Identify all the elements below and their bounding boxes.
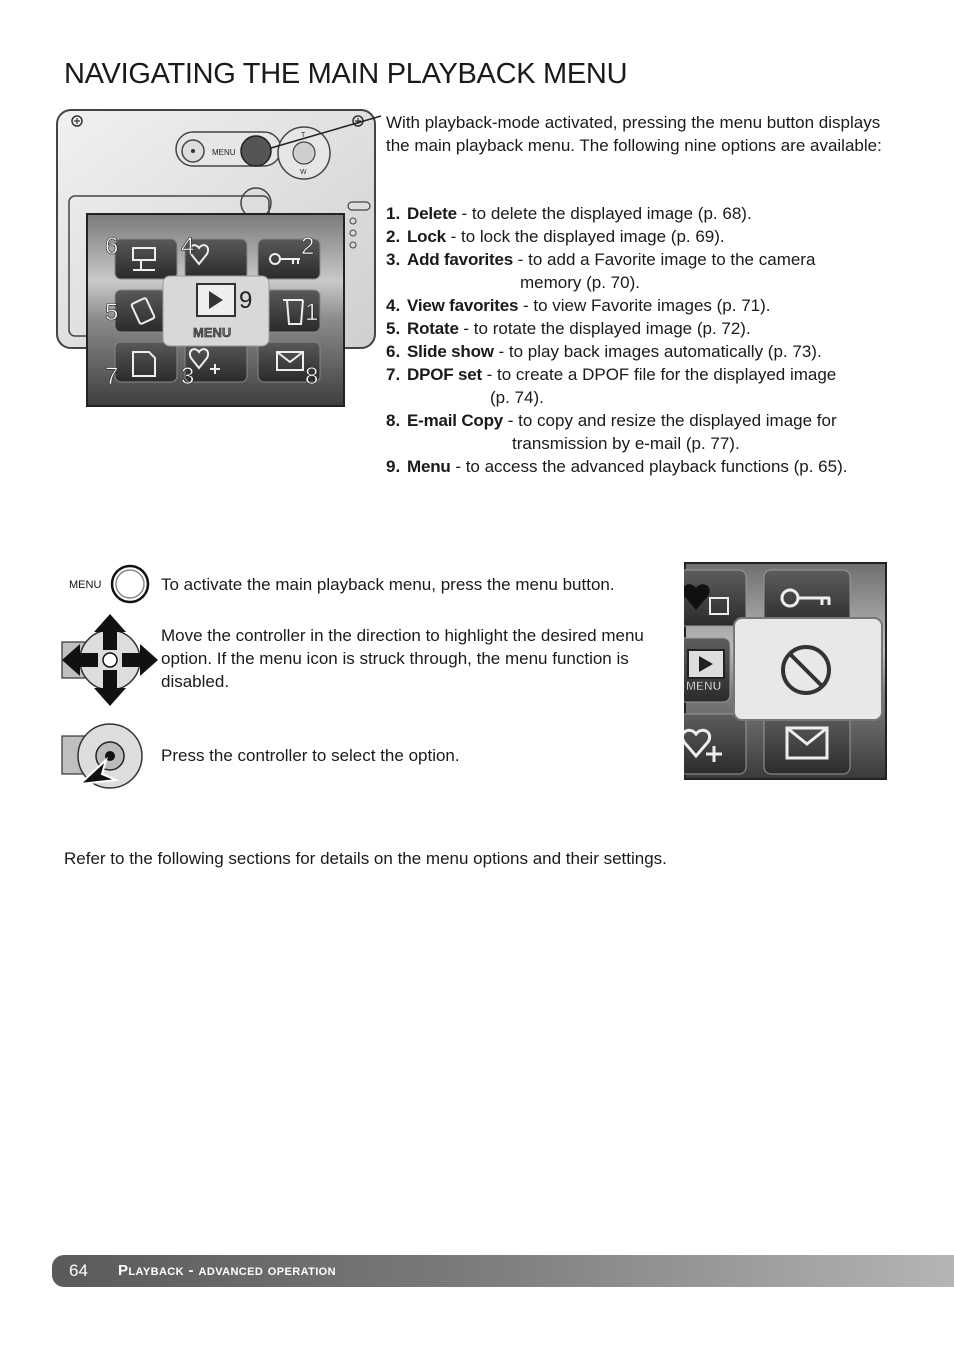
menu-button[interactable] [241, 136, 271, 166]
list-item: 7. DPOF set - to create a DPOF file for the displayed image (p. 74). [386, 365, 837, 407]
controller-press-icon [60, 722, 152, 790]
list-item: 1. Delete - to delete the displayed image (p. 68). [386, 204, 752, 223]
list-item: 2. Lock - to lock the displayed image (p. 69). [386, 227, 725, 246]
svg-text:MENU: MENU [686, 679, 722, 693]
menu-button-icon [64, 564, 154, 604]
step-select-text: Press the controller to select the option. [161, 746, 460, 765]
section-title: Playback - advanced operation [118, 1262, 336, 1279]
page-footer [52, 1255, 954, 1287]
page-title: NAVIGATING THE MAIN PLAYBACK MENU [64, 58, 628, 90]
svg-text:3: 3 [181, 363, 195, 390]
page-number: 64 [69, 1261, 88, 1280]
svg-text:4: 4 [181, 233, 195, 260]
svg-text:MENU: MENU [69, 579, 102, 591]
list-item: 8. E-mail Copy - to copy and resize the displayed image for transmission by e-mail (p. 77). [386, 411, 837, 453]
camera-back-illustration [55, 108, 385, 410]
svg-text:8: 8 [305, 363, 319, 390]
options-list [386, 202, 906, 478]
list-item: 6. Slide show - to play back images automatically (p. 73). [386, 342, 822, 361]
step-move-text: Move the controller in the direction to highlight the desired menu option. If the menu icon is struck through, the menu function is disabled. [161, 626, 644, 691]
menu-label: MENU [212, 148, 236, 157]
svg-text:T: T [301, 132, 306, 139]
menu-tile-grid [115, 239, 320, 382]
svg-text:6: 6 [105, 233, 119, 260]
step-activate-text: To activate the main playback menu, press the menu button. [161, 575, 615, 594]
intro-text: With playback-mode activated, pressing the menu button displays the main playback menu. The following nine options are available: [386, 113, 882, 155]
svg-text:2: 2 [301, 233, 315, 260]
svg-text:1: 1 [305, 299, 319, 326]
list-item: 3. Add favorites - to add a Favorite image to the camera memory (p. 70). [386, 250, 816, 292]
controller-arrows-icon [60, 612, 160, 708]
list-item: 5. Rotate - to rotate the displayed image (p. 72). [386, 319, 751, 338]
disabled-menu-illustration [684, 562, 887, 780]
svg-text:W: W [300, 169, 307, 176]
list-item: 4. View favorites - to view Favorite images (p. 71). [386, 296, 771, 315]
svg-text:9: 9 [239, 287, 253, 314]
refer-text: Refer to the following sections for details on the menu options and their settings. [64, 849, 667, 868]
svg-text:5: 5 [105, 299, 119, 326]
svg-text:MENU: MENU [193, 325, 232, 340]
list-item: 9. Menu - to access the advanced playback functions (p. 65). [386, 457, 848, 476]
svg-text:7: 7 [105, 363, 119, 390]
